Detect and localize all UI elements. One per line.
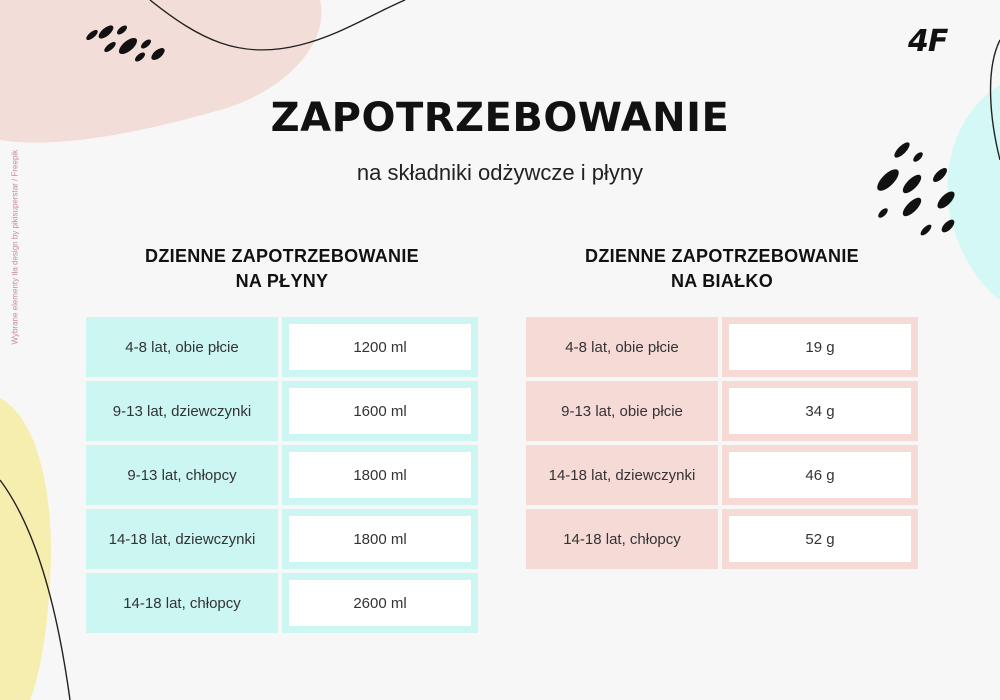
value-cell	[282, 509, 478, 569]
page-title: ZAPOTRZEBOWANIE	[270, 95, 730, 141]
fluids-heading-line1: DZIENNE ZAPOTRZEBOWANIE	[145, 246, 419, 266]
value-cell	[722, 381, 918, 441]
protein-heading-line1: DZIENNE ZAPOTRZEBOWANIE	[585, 246, 859, 266]
value-cell	[722, 445, 918, 505]
image-credit: Wybrane elementy tła design by pikisuperstar / Freepik	[10, 149, 20, 345]
table-row	[526, 381, 918, 441]
row-label: 9-13 lat, dziewczynki	[86, 381, 278, 441]
yellow-blob	[0, 398, 51, 700]
table-row	[86, 445, 478, 505]
row-label: 14-18 lat, dziewczynki	[86, 509, 278, 569]
protein-heading-line2: NA BIAŁKO	[670, 271, 774, 291]
table-row	[86, 573, 478, 633]
row-value: 1200 ml	[289, 324, 471, 370]
value-cell	[282, 445, 478, 505]
row-label: 9-13 lat, chłopcy	[86, 445, 278, 505]
row-label: 9-13 lat, obie płcie	[526, 381, 718, 441]
row-value: 46 g	[729, 452, 911, 498]
protein-table	[526, 317, 918, 573]
row-label: 4-8 lat, obie płcie	[526, 317, 718, 377]
table-row	[526, 317, 918, 377]
table-row	[526, 509, 918, 569]
fluids-heading	[86, 244, 478, 294]
value-cell	[282, 573, 478, 633]
row-value: 1800 ml	[289, 452, 471, 498]
table-row	[86, 509, 478, 569]
row-value: 1600 ml	[289, 388, 471, 434]
row-label: 14-18 lat, dziewczynki	[526, 445, 718, 505]
table-row	[86, 381, 478, 441]
row-value: 34 g	[729, 388, 911, 434]
brand-logo: 4F	[908, 24, 948, 59]
table-row	[86, 317, 478, 377]
fluids-heading-line2: NA PŁYNY	[235, 271, 329, 291]
row-value: 19 g	[729, 324, 911, 370]
row-label: 14-18 lat, chłopcy	[526, 509, 718, 569]
value-cell	[722, 317, 918, 377]
row-value: 52 g	[729, 516, 911, 562]
row-label: 4-8 lat, obie płcie	[86, 317, 278, 377]
protein-heading	[526, 244, 918, 294]
table-row	[526, 445, 918, 505]
value-cell	[282, 381, 478, 441]
fluids-table	[86, 317, 478, 637]
row-label: 14-18 lat, chłopcy	[86, 573, 278, 633]
dash-cluster-right	[874, 140, 957, 237]
value-cell	[282, 317, 478, 377]
value-cell	[722, 509, 918, 569]
row-value: 1800 ml	[289, 516, 471, 562]
page-subtitle: na składniki odżywcze i płyny	[356, 160, 644, 185]
row-value: 2600 ml	[289, 580, 471, 626]
